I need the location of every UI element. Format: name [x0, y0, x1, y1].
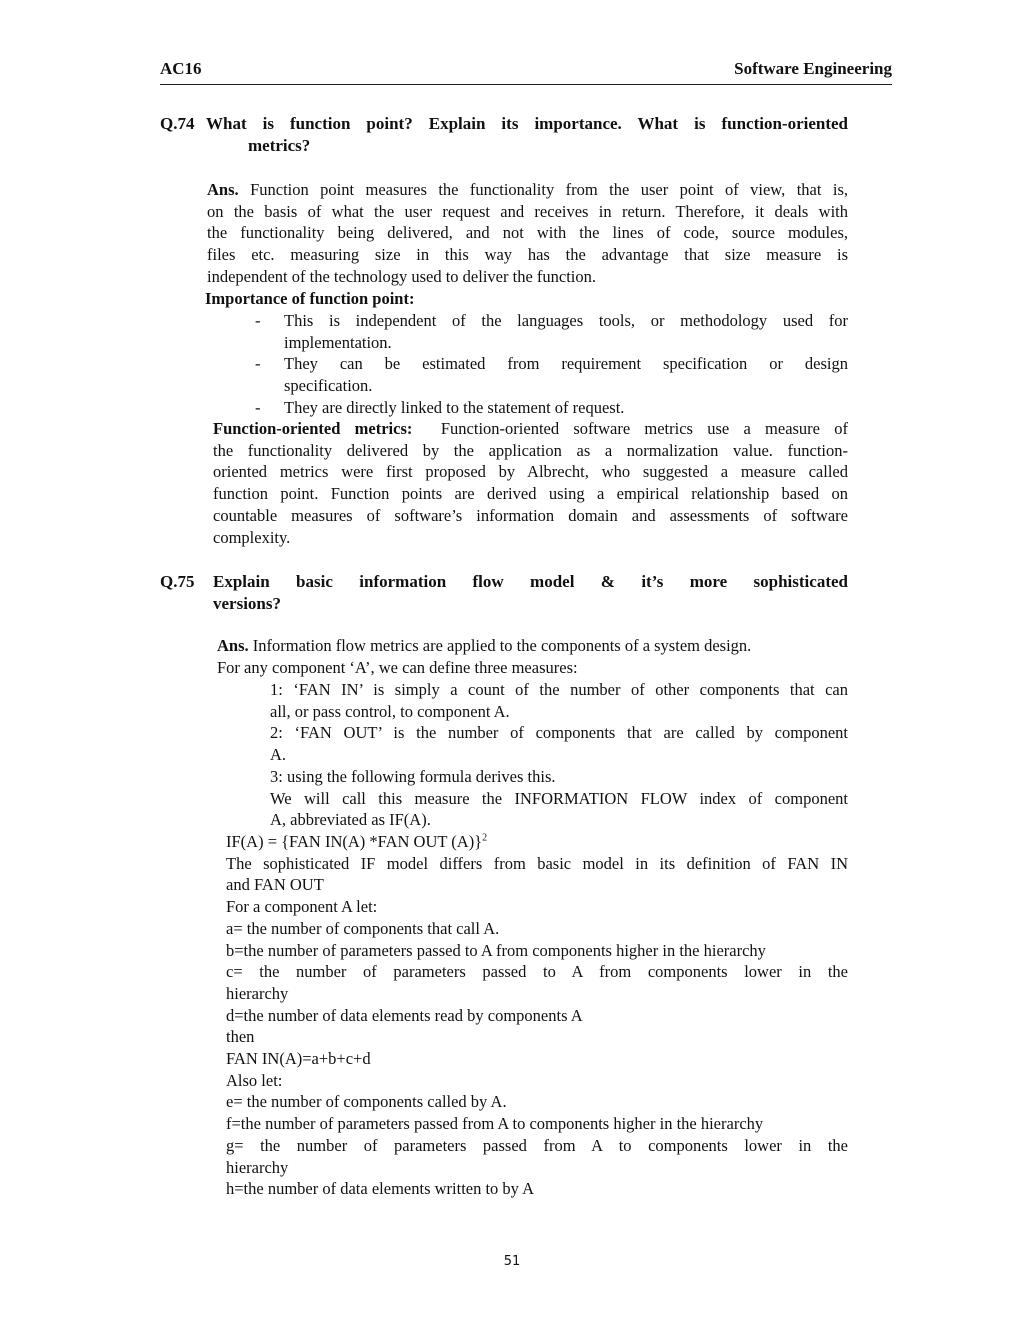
- body-line: f=the number of parameters passed from A to components higher in the hierarchy: [226, 1114, 764, 1134]
- formula: IF(A) = {FAN IN(A) *FAN OUT (A)}: [226, 832, 483, 851]
- bullet-dash: -: [255, 354, 261, 373]
- bullet-text: [284, 353, 848, 396]
- question-text-line: Explain basic information flow model & it’s more sophisticated: [213, 572, 848, 591]
- measure-line: 3: using the following formula derives this.: [270, 766, 556, 786]
- if-model-body: [226, 831, 848, 1200]
- answer-75-intro: [217, 635, 848, 678]
- measure-line: 1: ‘FAN IN’ is simply a count of the number of other components that can: [270, 680, 848, 699]
- measure-line: We will call this measure the INFORMATION FLOW index of component: [270, 788, 848, 808]
- body-line: FAN IN(A)=a+b+c+d: [226, 1049, 371, 1069]
- fo-line: the functionality delivered by the application as a normalization value. function-: [213, 440, 848, 460]
- fo-text: Function-oriented software metrics use a measure of: [440, 419, 848, 438]
- body-line: h=the number of data elements written to by A: [226, 1179, 535, 1199]
- answer-line: [207, 179, 848, 201]
- question-text-line: What is function point? Explain its importance. What is function-oriented: [206, 114, 848, 133]
- fo-line: function point. Function points are derived using a empirical relationship based on: [213, 484, 848, 504]
- measure-line: all, or pass control, to component A.: [270, 701, 510, 721]
- importance-heading: Importance of function point:: [205, 289, 415, 308]
- body-line: g= the number of parameters passed from A to components lower in the: [226, 1135, 848, 1155]
- body-line: hierarchy: [226, 1157, 289, 1177]
- page-number: 51: [503, 1254, 521, 1269]
- fo-line: [213, 418, 848, 440]
- course-title: Software Engineering: [734, 59, 892, 78]
- bullet-line: specification.: [284, 375, 373, 395]
- fo-line: complexity.: [213, 527, 291, 547]
- question-number: Q.74: [160, 114, 195, 133]
- body-line: Also let:: [226, 1070, 283, 1090]
- bullet-line: They are directly linked to the statement of request.: [284, 398, 625, 417]
- measure-line: 2: ‘FAN OUT’ is the number of components that are called by component: [270, 723, 848, 743]
- formula-line: [226, 831, 848, 853]
- answer-text: Function point measures the functionality from the user point of view, that is,: [250, 180, 849, 199]
- formula-exponent: 2: [482, 832, 488, 844]
- fo-line: oriented metrics were first proposed by Albrecht, who suggested a measure called: [213, 462, 848, 482]
- body-line: b=the number of parameters passed to A from components higher in the hierarchy: [226, 940, 766, 960]
- measures-list: [270, 679, 848, 831]
- bullet-text: [284, 310, 848, 353]
- measure-line: A, abbreviated as IF(A).: [270, 810, 431, 830]
- answer-line: files etc. measuring size in this way has the advantage that size measure is: [207, 245, 848, 265]
- answer-line: the functionality being delivered, and not with the lines of code, source modules,: [207, 223, 848, 243]
- body-line: For a component A let:: [226, 897, 378, 917]
- bullet-line: implementation.: [284, 332, 392, 352]
- bullet-line: This is independent of the languages tools, or methodology used for: [284, 311, 848, 330]
- question-number: Q.75: [160, 572, 195, 591]
- body-line: The sophisticated IF model differs from basic model in its definition of FAN IN: [226, 853, 848, 873]
- fo-line: countable measures of software’s information domain and assessments of software: [213, 505, 848, 525]
- question-text-line: metrics?: [248, 136, 311, 155]
- page-header: [160, 58, 892, 85]
- answer-text: Information flow metrics are applied to the components of a system design.: [252, 636, 752, 655]
- fo-label: Function-oriented metrics:: [213, 419, 413, 438]
- body-line: d=the number of data elements read by components A: [226, 1005, 583, 1025]
- answer-74-paragraph: [207, 179, 848, 288]
- question-text-line: versions?: [213, 594, 281, 613]
- measure-line: A.: [270, 745, 287, 765]
- bullet-line: They can be estimated from requirement specification or design: [284, 354, 848, 373]
- function-oriented-paragraph: [213, 418, 848, 548]
- body-line: e= the number of components called by A.: [226, 1092, 507, 1112]
- bullet-text: [284, 397, 848, 419]
- body-line: a= the number of components that call A.: [226, 918, 500, 938]
- answer-label: Ans.: [217, 636, 249, 655]
- course-code: AC16: [160, 59, 202, 78]
- answer-label: Ans.: [207, 180, 239, 199]
- body-line: hierarchy: [226, 983, 289, 1003]
- answer-line: on the basis of what the user request and receives in return. Therefore, it deals with: [207, 201, 848, 221]
- body-line: then: [226, 1027, 255, 1047]
- body-line: c= the number of parameters passed to A from components lower in the: [226, 962, 848, 982]
- bullet-dash: -: [255, 398, 261, 417]
- bullet-dash: -: [255, 311, 261, 330]
- body-line: and FAN OUT: [226, 875, 324, 895]
- answer-line: [217, 635, 848, 657]
- answer-line: independent of the technology used to deliver the function.: [207, 266, 597, 286]
- answer-line: For any component ‘A’, we can define three measures:: [217, 657, 578, 677]
